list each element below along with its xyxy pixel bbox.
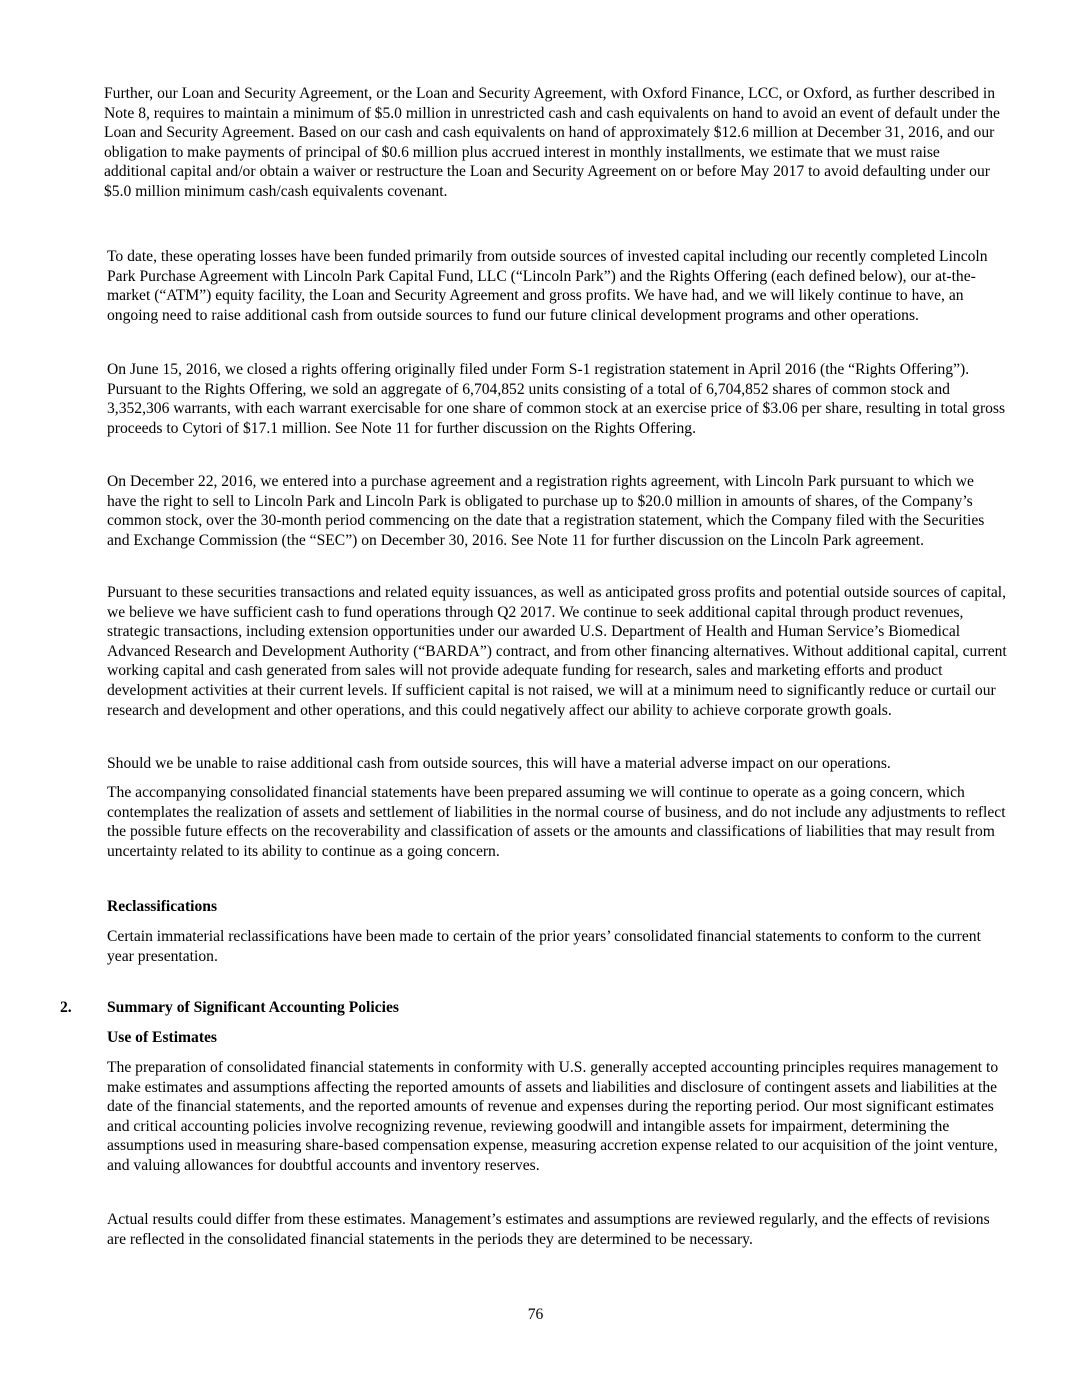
paragraph-securities-transactions: Pursuant to these securities transactions and related equity issuances, as well as anticipated gross profits and potential outside sources of capital, we believe we have sufficient cash to fund operations through Q2 2017. We continue to seek additional capital through product revenues, strategic transactions, including extension opportunities under our awarded U.S. Department of Health and Human Service’s Biomedical Advanced Research and Development Authority (“BARDA”) contract, and from other financing alternatives. Without additional capital, current working capital and cash generated from sales will not provide adequate funding for research, sales and marketing efforts and product development activities at their current levels. If sufficient capital is not raised, we will at a minimum need to significantly reduce or curtail our research and development and other operations, and this could negatively affect our ability to achieve corporate growth goals. xyxy=(107,584,1007,719)
paragraph-reclassifications: Certain immaterial reclassifications have been made to certain of the prior years’ consolidated financial statements to conform to the current year presentation. xyxy=(107,928,981,965)
paragraph-lincoln-park: On December 22, 2016, we entered into a purchase agreement and a registration rights agreement, with Lincoln Park pursuant to which we have the right to sell to Lincoln Park and Lincoln Park is obligated to purchase up to $20.0 million in amounts of shares, of the Company’s common stock, over the 30-month period commencing on the date that a registration statement, which the Company filed with the Securities and Exchange Commission (the “SEC”) on December 30, 2016. See Note 11 for further discussion on the Lincoln Park agreement. xyxy=(107,473,985,549)
paragraph-going-concern: The accompanying consolidated financial statements have been prepared assuming we will continue to operate as a going concern, which contemplates the realization of assets and settlement of liabilities in the normal course of business, and do not include any adjustments to reflect the possible future effects on the recoverability and classification of assets or the amounts and classifications of liabilities that may result from uncertainty related to its ability to continue as a going concern. xyxy=(107,784,1006,860)
page-number: 76 xyxy=(527,1306,544,1323)
paragraph-adverse-impact: Should we be unable to raise additional cash from outside sources, this will have a material adverse impact on our operations. xyxy=(107,755,891,772)
heading-use-of-estimates: Use of Estimates xyxy=(107,1029,218,1046)
paragraph-actual-results: Actual results could differ from these estimates. Management’s estimates and assumptions are reviewed regularly, and the effects of revisions are reflected in the consolidated financial statements in the periods they are determined to be necessary. xyxy=(107,1211,990,1248)
section-number: 2. xyxy=(60,999,72,1016)
section-title: Summary of Significant Accounting Policies xyxy=(107,999,399,1016)
paragraph-operating-losses: To date, these operating losses have been funded primarily from outside sources of invested capital including our recently completed Lincoln Park Purchase Agreement with Lincoln Park Capital Fund, LLC (“Lincoln Park”) and the Rights Offering (each defined below), our at-the-market (“ATM”) equity facility, the Loan and Security Agreement and gross profits. We have had, and we will likely continue to have, an ongoing need to raise additional cash from outside sources to fund our future clinical development programs and other operations. xyxy=(107,248,988,324)
paragraph-rights-offering: On June 15, 2016, we closed a rights offering originally filed under Form S-1 registration statement in April 2016 (the “Rights Offering”). Pursuant to the Rights Offering, we sold an aggregate of 6,704,852 units consisting of a total of 6,704,852 shares of common stock and 3,352,306 warrants, with each warrant exercisable for one share of common stock at an exercise price of $3.06 per share, resulting in total gross proceeds to Cytori of $17.1 million. See Note 11 for further discussion on the Rights Offering. xyxy=(107,361,1006,437)
heading-reclassifications: Reclassifications xyxy=(107,898,218,915)
paragraph-loan-agreement: Further, our Loan and Security Agreement, or the Loan and Security Agreement, with Oxford Finance, LCC, or Oxford, as further described in Note 8, requires to maintain a minimum of $5.0 million in unrestricted cash and cash equivalents on hand to avoid an event of default under the Loan and Security Agreement. Based on our cash and cash equivalents on hand of approximately $12.6 million at December 31, 2016, and our obligation to make payments of principal of $0.6 million plus accrued interest in monthly installments, we estimate that we must raise additional capital and/or obtain a waiver or restructure the Loan and Security Agreement on or before May 2017 to avoid defaulting under our $5.0 million minimum cash/cash equivalents covenant. xyxy=(104,85,1000,200)
paragraph-estimates: The preparation of consolidated financial statements in conformity with U.S. generally accepted accounting principles requires management to make estimates and assumptions affecting the reported amounts of assets and liabilities and disclosure of contingent assets and liabilities at the date of the financial statements, and the reported amounts of revenue and expenses during the reporting period. Our most significant estimates and critical accounting policies involve recognizing revenue, reviewing goodwill and intangible assets for impairment, determining the assumptions used in measuring share-based compensation expense, measuring accretion expense related to our acquisition of the joint venture, and valuing allowances for doubtful accounts and inventory reserves. xyxy=(107,1059,999,1174)
